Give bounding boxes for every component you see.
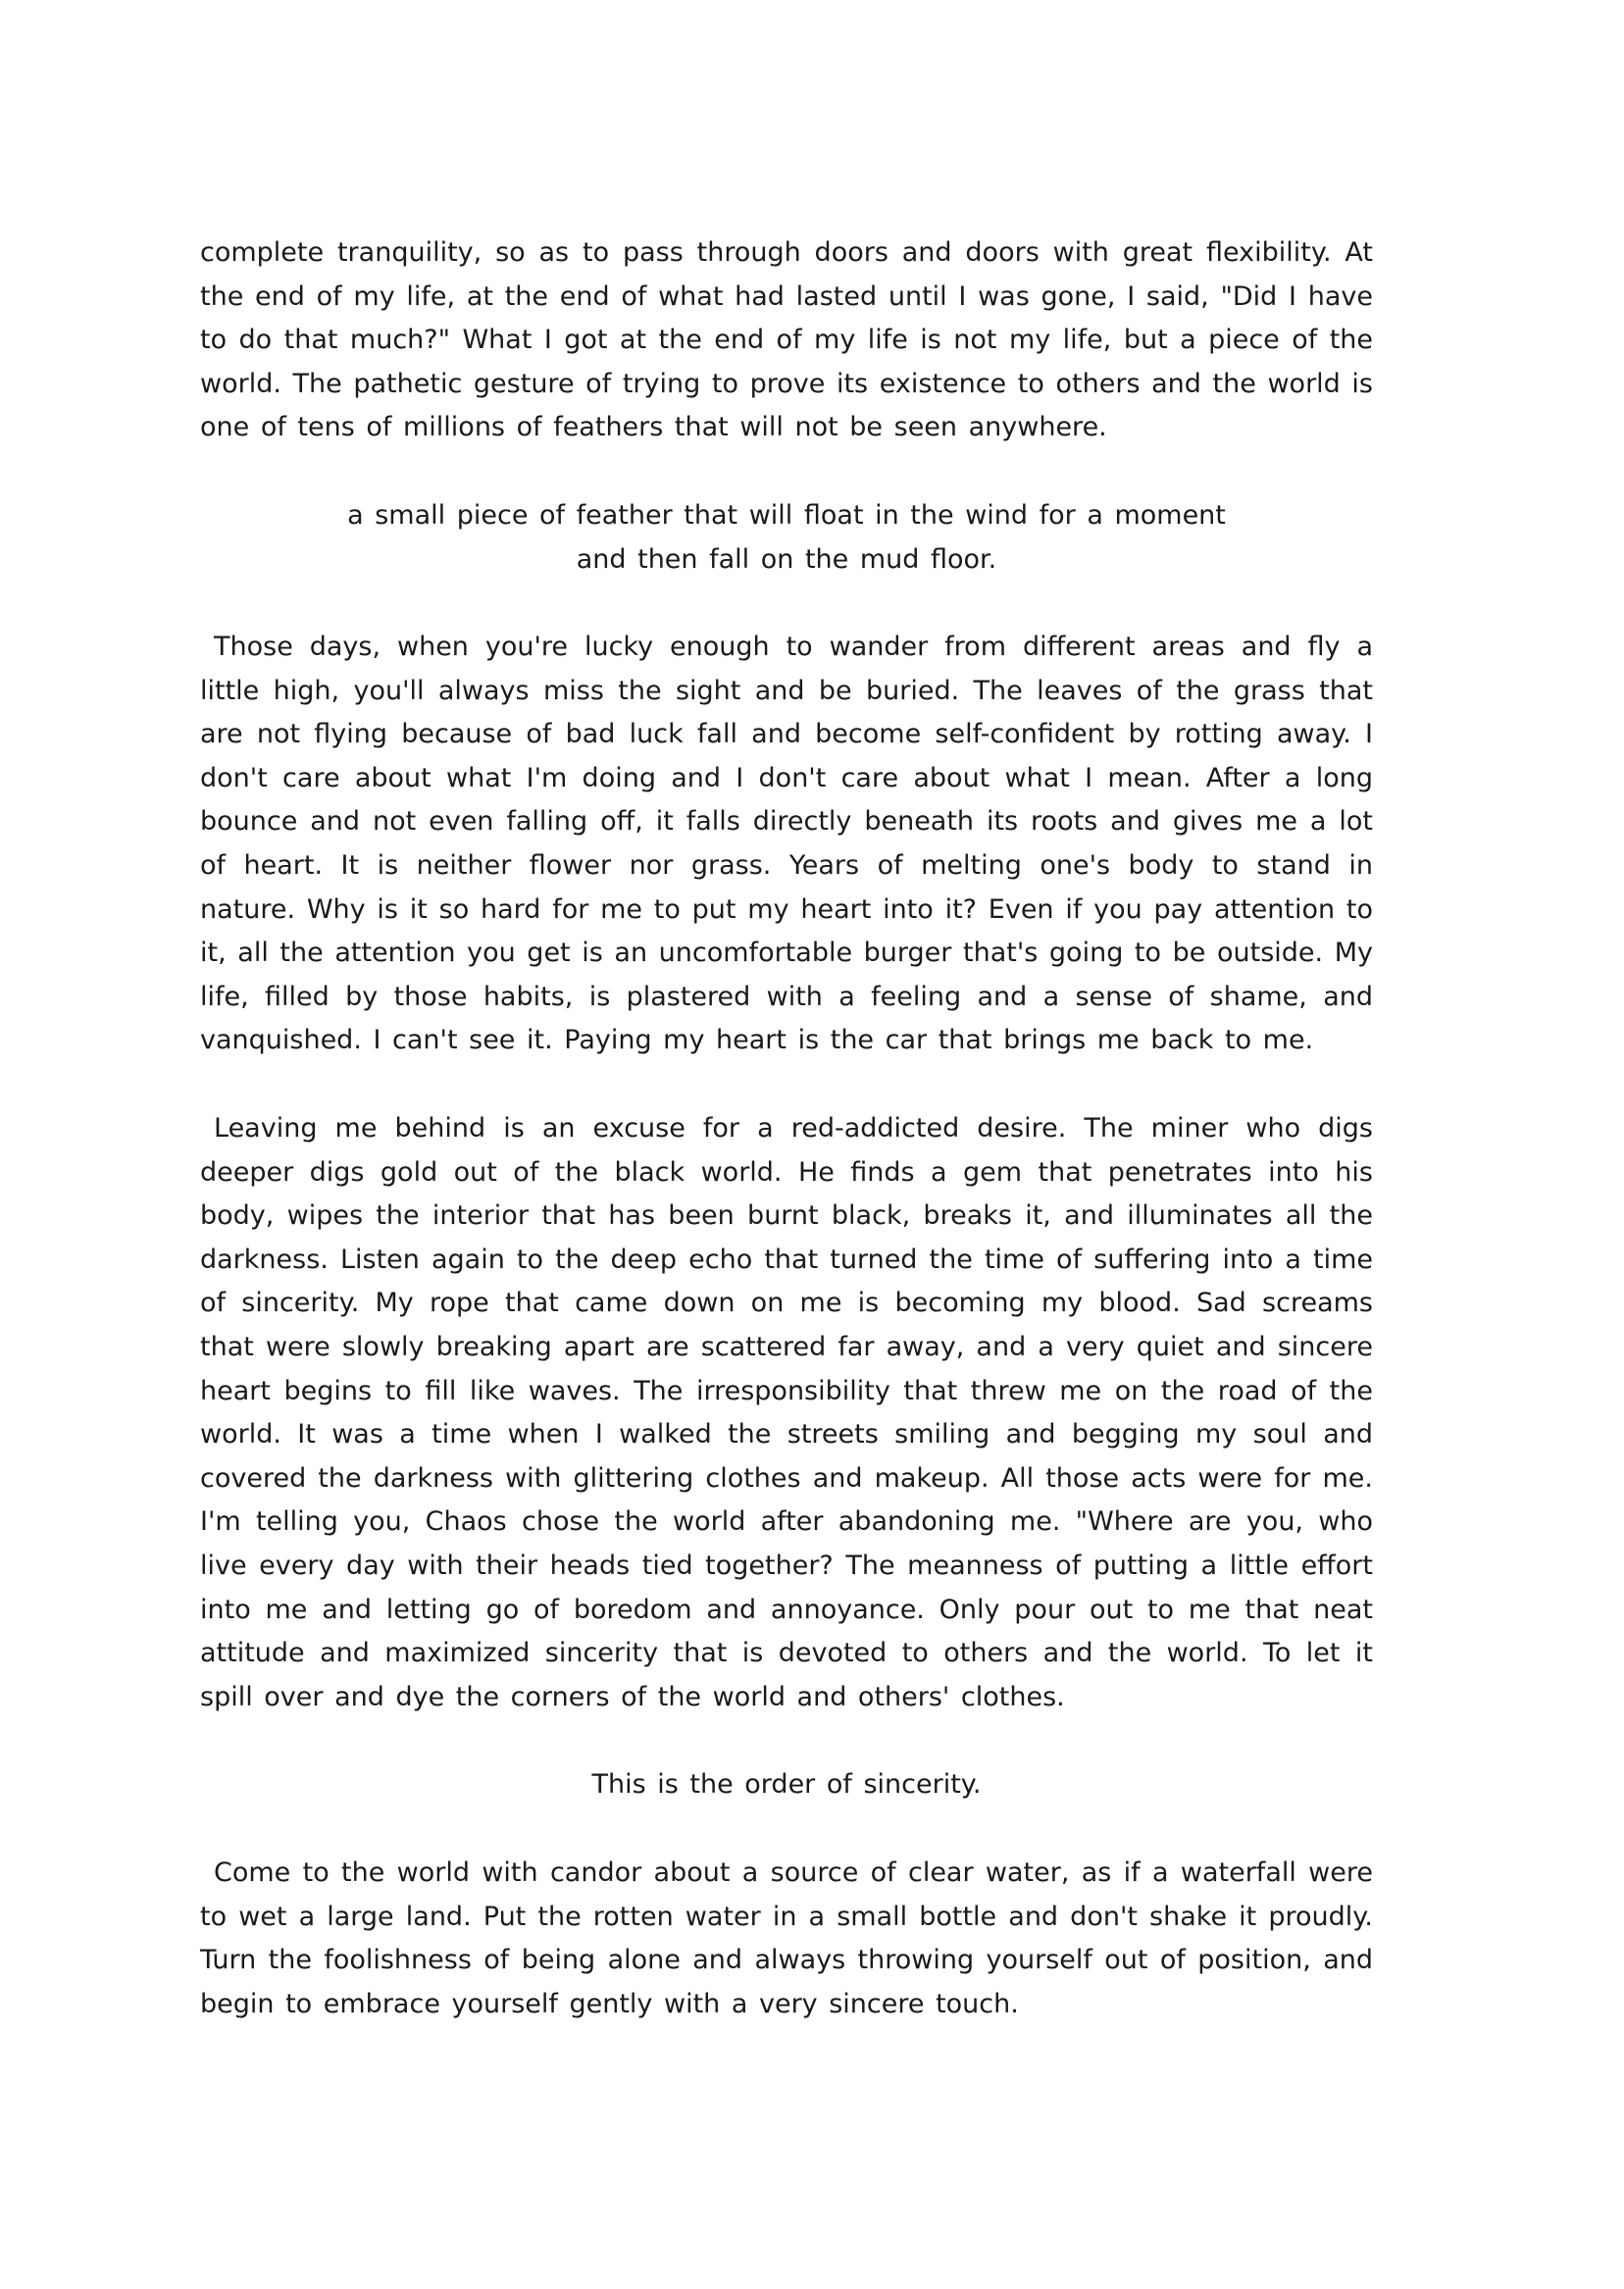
- paragraph-4: [200, 1852, 1373, 2026]
- paragraph-2-text: Those days, when you're lucky enough to wander from different areas and fly a little high, you'll always miss the sight and be buried. The leaves of the grass that are not flying because of bad luck fall and become self-confident by rotting away. I don't care about what I'm doing and I don't care about what I mean. After a long bounce and not even falling off, it falls directly beneath its roots and gives me a lot of heart. It is neither flower nor grass. Years of melting one's body to stand in nature. Why is it so hard for me to put my heart into it? Even if you pay attention to it, all the attention you get is an uncomfortable burger that's going to be outside. My life, filled by those habits, is plastered with a feeling and a sense of shame, and vanquished. I can't see it. Paying my heart is the car that brings me back to me.: [200, 632, 1373, 1056]
- quote-1-line-2: and then fall on the mud floor.: [576, 543, 997, 575]
- paragraph-3: [200, 1107, 1373, 1719]
- paragraph-4-text: Come to the world with candor about a source of clear water, as if a waterfall were to wet a large land. Put the rotten water in a small bottle and don't shake it proudly. Turn the foolishness of being alone and always throwing yourself out of position, and begin to embrace yourself gently with a very sincere touch.: [200, 1857, 1373, 2019]
- paragraph-3-text: Leaving me behind is an excuse for a red-addicted desire. The miner who digs deeper digs gold out of the black world. He finds a gem that penetrates into his body, wipes the interior that has been burnt black, breaks it, and illuminates all the darkness. Listen again to the deep echo that turned the time of suffering into a time of sincerity. My rope that came down on me is becoming my blood. Sad screams that were slowly breaking apart are scattered far away, and a very quiet and sincere heart begins to fill like waves. The irresponsibility that threw me on the road of the world. It was a time when I walked the streets smiling and begging my soul and covered the darkness with glittering clothes and makeup. All those acts were for me. I'm telling you, Chaos chose the world after abandoning me. "Where are you, who live every day with their heads tied together? The meanness of putting a little effort into me and letting go of boredom and annoyance. Only pour out to me that neat attitude and maximized sincerity that is devoted to others and the world. To let it spill over and dye the corners of the world and others' clothes.: [200, 1113, 1373, 1712]
- centered-quote-1-text: [200, 494, 1373, 582]
- centered-quote-2: [200, 1763, 1373, 1807]
- paragraph-1-text: complete tranquility, so as to pass through doors and doors with great flexibility. At the end of my life, at the end of what had lasted until I was gone, I said, "Did I have to do that much?" What I got at the end of my life is not my life, but a piece of the world. The pathetic gesture of trying to prove its existence to others and the world is one of tens of millions of feathers that will not be seen anywhere.: [200, 237, 1373, 443]
- paragraph-2: [200, 626, 1373, 1063]
- quote-2-text: This is the order of sincerity.: [591, 1769, 982, 1800]
- centered-quote-1: [200, 494, 1373, 582]
- paragraph-1: [200, 231, 1373, 450]
- quote-1-line-1: a small piece of feather that will float in the wind for a moment: [347, 500, 1226, 531]
